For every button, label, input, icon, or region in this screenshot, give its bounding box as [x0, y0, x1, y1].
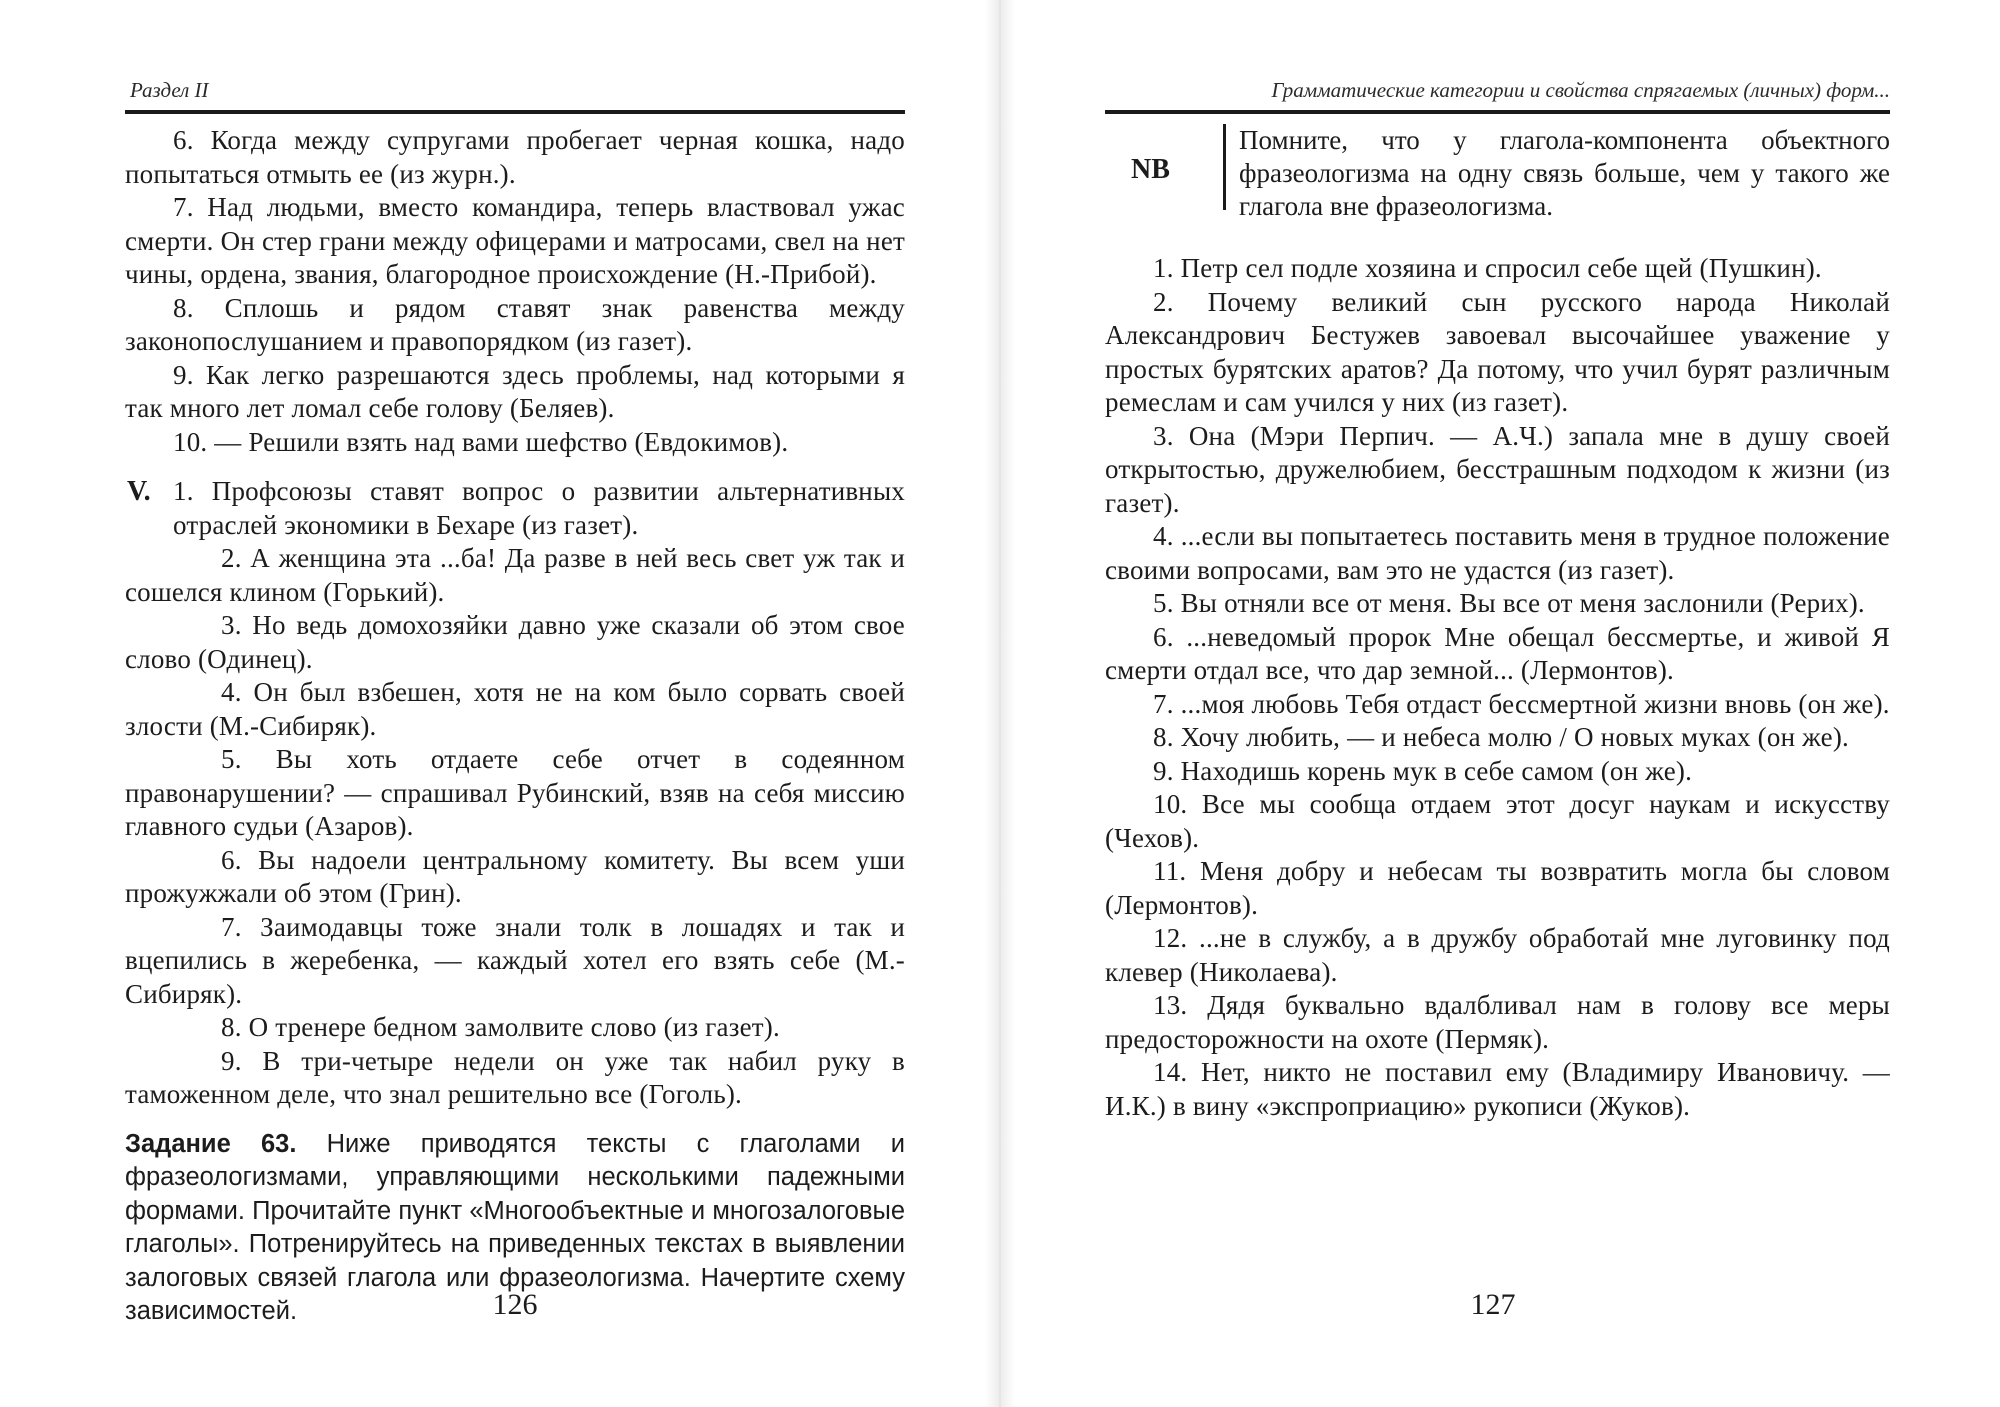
nb-divider: [1223, 124, 1226, 210]
list-item: 2. А женщина эта ...ба! Да разве в ней весь свет уж так и сошелся клином (Горький).: [125, 543, 905, 607]
left-page-number: 126: [492, 1288, 538, 1321]
task-label: Задание 63.: [125, 1129, 297, 1158]
left-text-block: [125, 124, 905, 1329]
list-item: 6. Когда между супругами пробегает черная кошка, надо попытаться отмыть ее (из журн.).: [125, 125, 905, 189]
list-item: 6. Вы надоели центральному комитету. Вы всем уши прожужжали об этом (Грин).: [125, 844, 905, 908]
list-item: 4. Он был взбешен, хотя не на ком было сорвать своей злости (М.-Сибиряк).: [125, 677, 905, 741]
left-header-rule: [125, 110, 905, 114]
task-text: Ниже приводятся тексты с глаголами и фразеологизмами, управляющими несколькими падежными формами. Прочитайте пункт «Многообъектные и многозалоговые глаголы». Потренируйтесь на приведенных текстах в выявлении залоговых связей глагола или фразеологизма. Начертите схему зависимостей.: [125, 1129, 905, 1325]
list-item: 7. ...моя любовь Тебя отдаст бессмертной жизни вновь (он же).: [1153, 688, 1890, 719]
nb-text: Помните, что у глагола-компонента объектного фразеологизма на одну связь больше, чем у такого же глагола вне фразеологизма.: [1239, 125, 1890, 221]
list-item: 8. Сплошь и рядом ставят знак равенства между законопослушанием и правопорядком (из газет).: [125, 292, 905, 356]
list-item: 5. Вы хоть отдаете себе отчет в содеянном правонарушении? — спрашивал Рубинский, взяв на себя миссию главного судьи (Азаров).: [125, 744, 905, 841]
section-v-label: V.: [127, 476, 151, 507]
list-item: 8. Хочу любить, — и небеса молю / О новых муках (он же).: [1153, 722, 1849, 752]
list-item: 2. Почему великий сын русского народа Николай Александрович Бестужев завоевал высочайшее уважение у простых бурятских аратов? Да потому, что учил бурят различным ремеслам и сам учился у них (из газет).: [1105, 286, 1890, 417]
list-item: 6. ...неведомый пророк Мне обещал бессмертье, и живой Я смерти отдал все, что дар земной... (Лермонтов).: [1105, 621, 1890, 685]
nb-note: [1105, 124, 1890, 220]
right-running-head: Грамматические категории и свойства спрягаемых (личных) форм...: [1271, 78, 1890, 102]
list-item: 10. Все мы сообща отдаем этот досуг наукам и искусству (Чехов).: [1105, 789, 1890, 853]
section-v: [125, 475, 905, 1112]
book-gutter: [985, 0, 1015, 1407]
list-item: 8. О тренере бедном замолвите слово (из газет).: [221, 1012, 780, 1042]
list-item: 1. Петр сел подле хозяина и спросил себе щей (Пушкин).: [1153, 253, 1822, 283]
list-item: 1. Профсоюзы ставят вопрос о развитии альтернативных отраслей экономики в Бехаре (из газет).: [173, 476, 905, 540]
list-item: 7. Заимодавцы тоже знали толк в лошадях и так и вцепились в жеребенка, — каждый хотел его взять себе (М.-Сибиряк).: [125, 911, 905, 1009]
right-header-rule: [1105, 110, 1890, 114]
nb-label: NB: [1131, 154, 1170, 185]
list-item: 14. Нет, никто не поставил ему (Владимиру Ивановичу. — И.К.) в вину «экспроприацию» рукописи (Жуков).: [1105, 1057, 1890, 1121]
list-item: 10. — Решили взять над вами шефство (Евдокимов).: [173, 426, 789, 457]
list-item: 12. ...не в службу, а в дружбу обработай мне луговинку под клевер (Николаева).: [1105, 923, 1890, 987]
list-item: 11. Меня добру и небесам ты возвратить могла бы словом (Лермонтов).: [1105, 856, 1890, 920]
list-item: 9. Находишь корень мук в себе самом (он же).: [1153, 755, 1693, 786]
list-item: 5. Вы отняли все от меня. Вы все от меня заслонили (Рерих).: [1153, 588, 1865, 618]
right-page-number: 127: [1470, 1288, 1516, 1321]
list-item: 9. В три-четыре недели он уже так набил руку в таможенном деле, что знал решительно все (Гоголь).: [125, 1045, 905, 1109]
list-item: 4. ...если вы попытаетесь поставить меня в трудное положение своими вопросами, вам это не удастся (из газет).: [1105, 521, 1890, 585]
list-item: 3. Но ведь домохозяйки давно уже сказали об этом свое слово (Одинец).: [125, 610, 905, 674]
right-text-block: [1105, 252, 1890, 1123]
list-item: 9. Как легко разрешаются здесь проблемы, над которыми я так много лет ломал себе голову (Беляев).: [125, 359, 905, 423]
list-item: 13. Дядя буквально вдалбливал нам в голову все меры предосторожности на охоте (Пермяк).: [1105, 990, 1890, 1054]
list-item: 3. Она (Мэри Перпич. — А.Ч.) запала мне в душу своей открытостью, дружелюбием, бесстрашным подходом к жизни (из газет).: [1105, 420, 1890, 518]
list-item: 7. Над людьми, вместо командира, теперь властвовал ужас смерти. Он стер грани между офицерами и матросами, свел на нет чины, ордена, звания, благородное происхождение (Н.-Прибой).: [125, 192, 905, 289]
left-running-head: Раздел II: [130, 78, 209, 102]
